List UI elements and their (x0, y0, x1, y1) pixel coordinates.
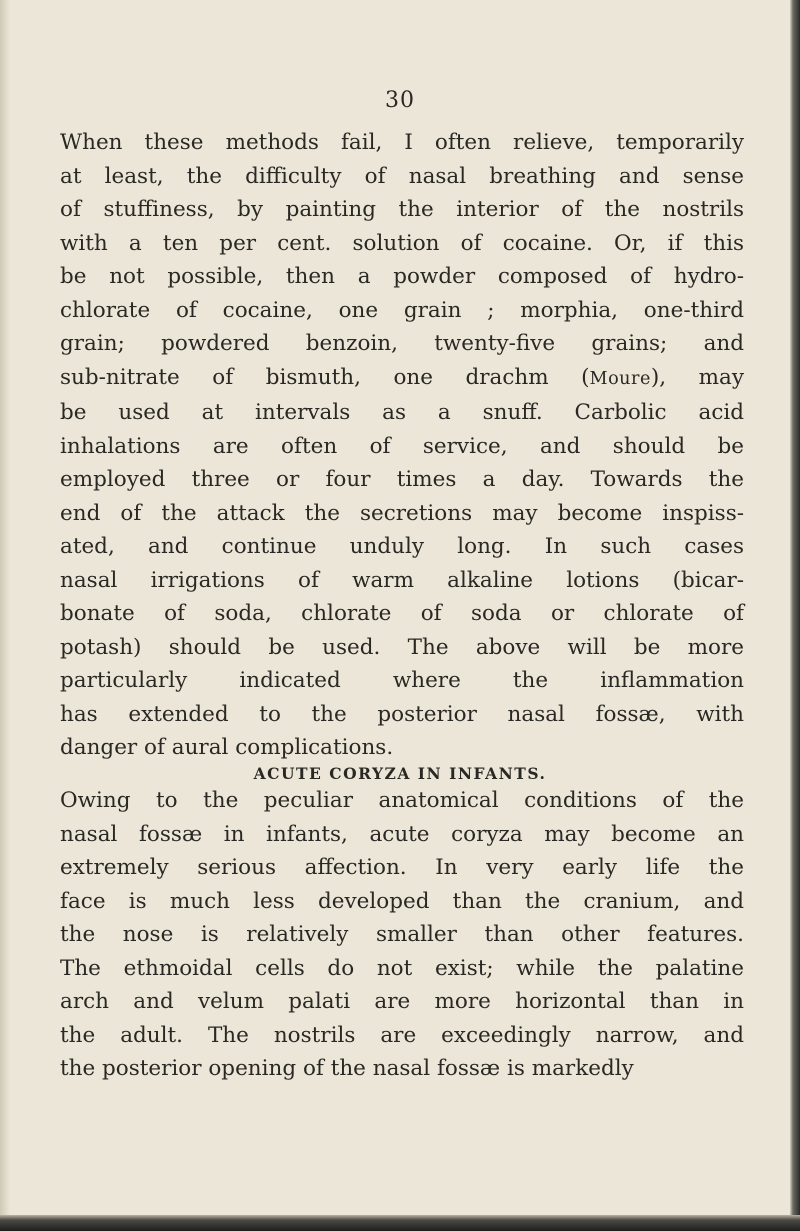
text-line: inhalations are often of service, and should be (60, 433, 744, 459)
text-line: of stuffiness, by painting the interior of the nostrils (60, 197, 744, 222)
page-number: 30 (385, 88, 415, 113)
text-line: the nose is relatively smaller than other features. (60, 922, 744, 947)
page-left-margin-shadow (0, 0, 10, 1215)
paragraph-treatment (60, 126, 744, 765)
text-line: the posterior opening of the nasal fossæ is markedly (60, 1056, 634, 1081)
text-line: be used at intervals as a snuff. Carbolic acid (60, 400, 744, 425)
text-line: chlorate of cocaine, one grain ; morphia, one-third (60, 297, 744, 323)
text-line: bonate of soda, chlorate of soda or chlorate of (60, 601, 744, 626)
author-citation: Moure (589, 368, 651, 389)
text-line-with-citation (60, 361, 744, 397)
text-line: be not possible, then a powder composed of hydro- (60, 264, 744, 289)
text-line: nasal irrigations of warm alkaline lotions (bicar- (60, 567, 744, 593)
text-line: grain; powdered benzoin, twenty-five grains; and (60, 331, 744, 356)
section-heading: ACUTE CORYZA IN INFANTS. (253, 764, 547, 783)
text-line: Owing to the peculiar anatomical conditions of the (60, 788, 744, 813)
text-line: employed three or four times a day. Towards the (60, 467, 744, 492)
text-line: arch and velum palati are more horizontal than in (60, 989, 744, 1014)
text-segment: ), may (650, 364, 744, 390)
text-line: particularly indicated where the inflammation (60, 668, 744, 693)
text-line: at least, the difficulty of nasal breathing and sense (60, 163, 744, 189)
text-line: extremely serious affection. In very early life the (60, 855, 744, 880)
page-bottom-shadow (0, 1215, 800, 1231)
text-segment: sub-nitrate of bismuth, one drachm ( (60, 364, 590, 390)
text-line: end of the attack the secretions may become inspiss- (60, 500, 744, 526)
text-line: the adult. The nostrils are exceedingly narrow, and (60, 1022, 744, 1048)
text-line: has extended to the posterior nasal fossæ, with (60, 701, 744, 727)
text-line: with a ten per cent. solution of cocaine. Or, if this (60, 230, 744, 256)
text-line: face is much less developed than the cranium, and (60, 888, 744, 914)
text-line: nasal fossæ in infants, acute coryza may become an (60, 821, 744, 847)
text-line: ated, and continue unduly long. In such cases (60, 534, 744, 559)
text-line: danger of aural complications. (60, 735, 394, 760)
text-line: potash) should be used. The above will be more (60, 634, 744, 660)
paragraph-infants (60, 784, 744, 1086)
text-line: When these methods fail, I often relieve, temporarily (60, 130, 744, 155)
text-line: The ethmoidal cells do not exist; while the palatine (60, 955, 744, 981)
book-spine-shadow (790, 0, 800, 1231)
